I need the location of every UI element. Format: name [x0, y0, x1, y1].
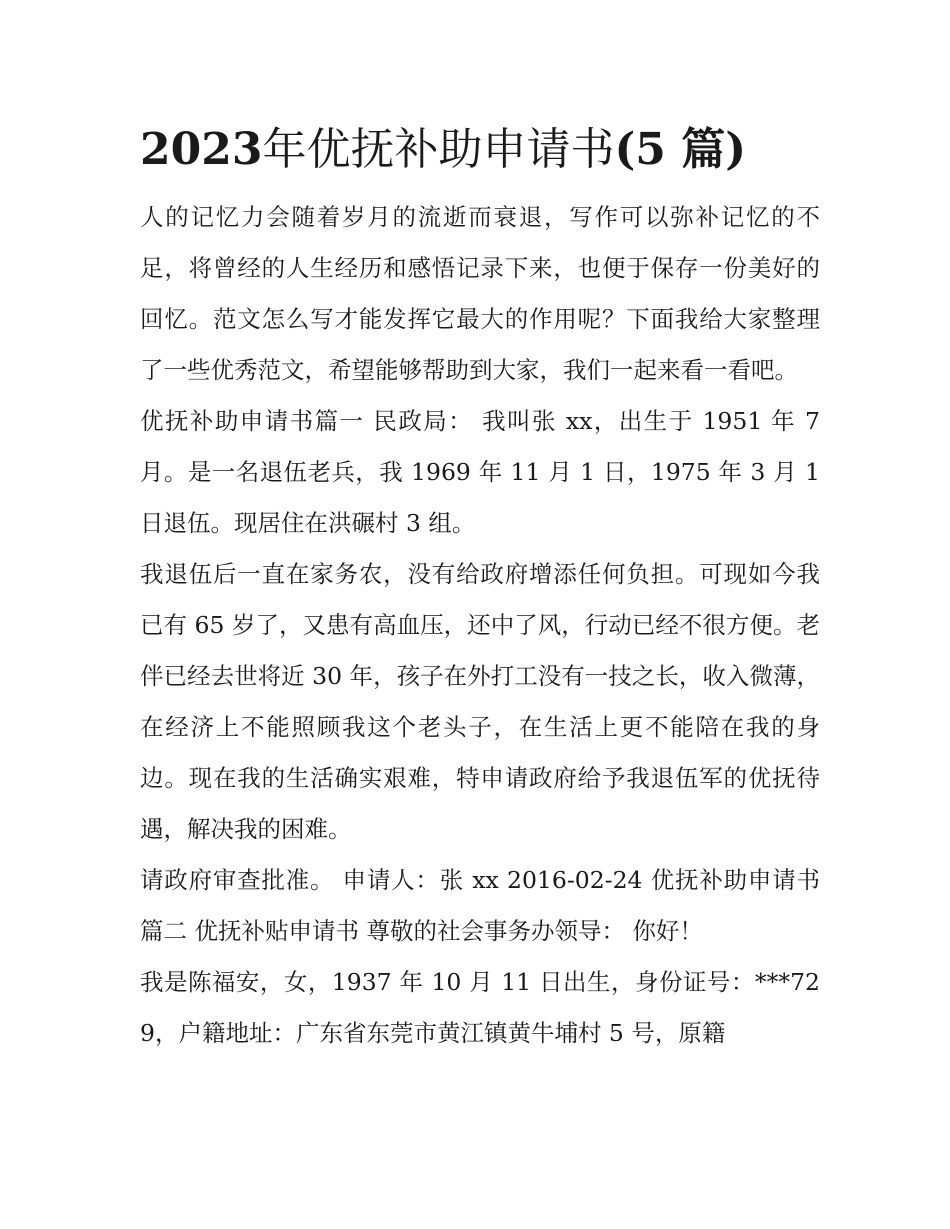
title-count: (5 篇) [614, 124, 747, 175]
document-title [140, 118, 820, 182]
title-text: 年优抚补助申请书 [262, 124, 615, 175]
title-year: 2023 [140, 124, 263, 175]
body-paragraph: 我是陈福安，女，1937 年 10 月 11 日出生，身份证号：***729，户籍地址：广东省东莞市黄江镇黄牛埔村 5 号，原籍 [140, 968, 820, 1047]
document-page [140, 118, 820, 1059]
body-paragraph: 请政府审查批准。 申请人：张 xx 2016-02-24 优抚补助申请书篇二 优抚补贴申请书 尊敬的社会事务办领导： 你好！ [140, 866, 820, 945]
intro-paragraph: 人的记忆力会随着岁月的流逝而衰退，写作可以弥补记忆的不足，将曾经的人生经历和感悟记录下来，也便于保存一份美好的回忆。范文怎么写才能发挥它最大的作用呢？下面我给大家整理了一些优秀范文，希望能够帮助到大家，我们一起来看一看吧。 [140, 203, 820, 384]
body-paragraph: 优抚补助申请书篇一 民政局： 我叫张 xx，出生于 1951 年 7 月。是一名退伍老兵，我 1969 年 11 月 1 日，1975 年 3 月 1 日退伍。现居住在洪碾村 3 组。 [140, 407, 820, 537]
body-paragraph: 我退伍后一直在家务农，没有给政府增添任何负担。可现如今我已有 65 岁了，又患有高血压，还中了风，行动已经不很方便。老伴已经去世将近 30 年，孩子在外打工没有一技之长，收入微薄，在经济上不能照顾我这个老头子，在生活上更不能陪在我的身边。现在我的生活确实艰难，特申请政府给予我退伍军的优抚待遇，解决我的困难。 [140, 560, 820, 843]
